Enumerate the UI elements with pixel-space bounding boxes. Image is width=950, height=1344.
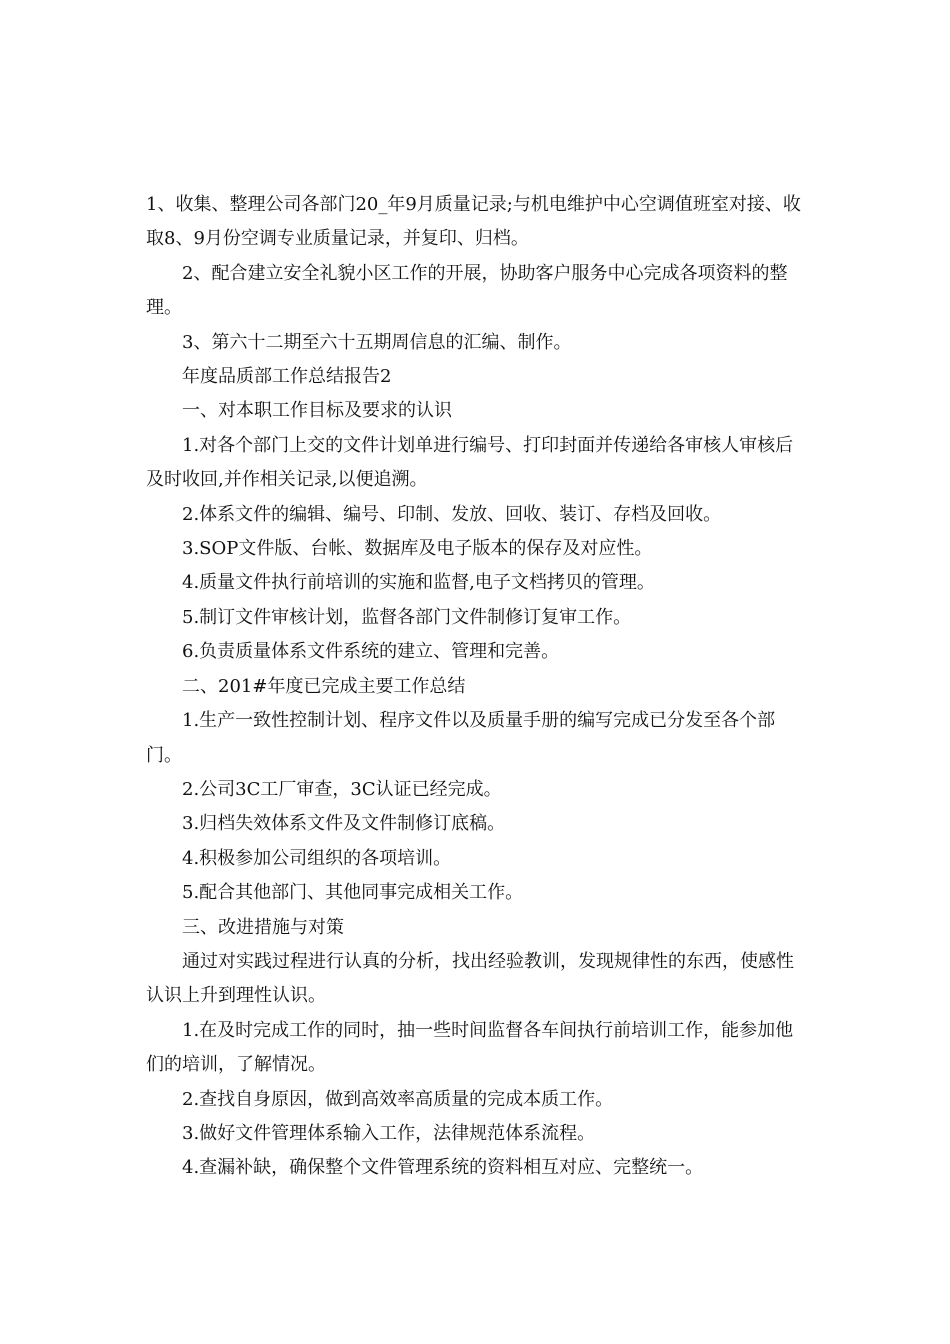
list-item: 1.生产一致性控制计划、程序文件以及质量手册的编写完成已分发至各个部门。 — [146, 710, 776, 766]
list-item: 3.归档失效体系文件及文件制修订底稿。 — [182, 813, 506, 835]
list-item: 2.公司3C工厂审查，3C认证已经完成。 — [182, 778, 502, 800]
paragraph-1: 1、收集、整理公司各部门20_年9月质量记录;与机电维护中心空调值班室对接、收取8、9月份空调专业质量记录，并复印、归档。 — [146, 194, 801, 250]
list-item: 2.查找自身原因，做到高效率高质量的完成本质工作。 — [182, 1088, 614, 1110]
section-heading-2: 二、201#年度已完成主要工作总结 — [182, 675, 466, 697]
list-item: 1.对各个部门上交的文件计划单进行编号、打印封面并传递给各审核人审核后及时收回,并作相关记录,以便追溯。 — [146, 434, 794, 491]
list-item: 4.查漏补缺，确保整个文件管理系统的资料相互对应、完整统一。 — [182, 1157, 704, 1179]
report-title: 年度品质部工作总结报告2 — [182, 366, 392, 388]
list-item: 4.积极参加公司组织的各项培训。 — [182, 847, 452, 869]
list-item: 3.做好文件管理体系输入工作，法律规范体系流程。 — [182, 1122, 596, 1144]
body-paragraph: 通过对实践过程进行认真的分析，找出经验教训，发现规律性的东西，使感性认识上升到理性认识。 — [146, 950, 794, 1007]
list-item: 3.SOP文件版、台帐、数据库及电子版本的保存及对应性。 — [182, 538, 653, 560]
section-heading-1: 一、对本职工作目标及要求的认识 — [182, 400, 452, 422]
list-item: 4.质量文件执行前培训的实施和监督,电子文档拷贝的管理。 — [182, 572, 655, 594]
list-item: 5.制订文件审核计划，监督各部门文件制修订复审工作。 — [182, 606, 632, 628]
document-body — [146, 188, 806, 1186]
section-heading-3: 三、改进措施与对策 — [182, 916, 344, 938]
paragraph-3: 3、第六十二期至六十五期周信息的汇编、制作。 — [182, 331, 572, 353]
list-item: 5.配合其他部门、其他同事完成相关工作。 — [182, 882, 524, 904]
paragraph-2: 2、配合建立安全礼貌小区工作的开展，协助客户服务中心完成各项资料的整理。 — [146, 262, 788, 319]
list-item: 2.体系文件的编辑、编号、印制、发放、回收、装订、存档及回收。 — [182, 503, 722, 525]
list-item: 6.负责质量体系文件系统的建立、管理和完善。 — [182, 641, 560, 663]
list-item: 1.在及时完成工作的同时，抽一些时间监督各车间执行前培训工作，能参加他们的培训，了解情况。 — [146, 1019, 794, 1076]
